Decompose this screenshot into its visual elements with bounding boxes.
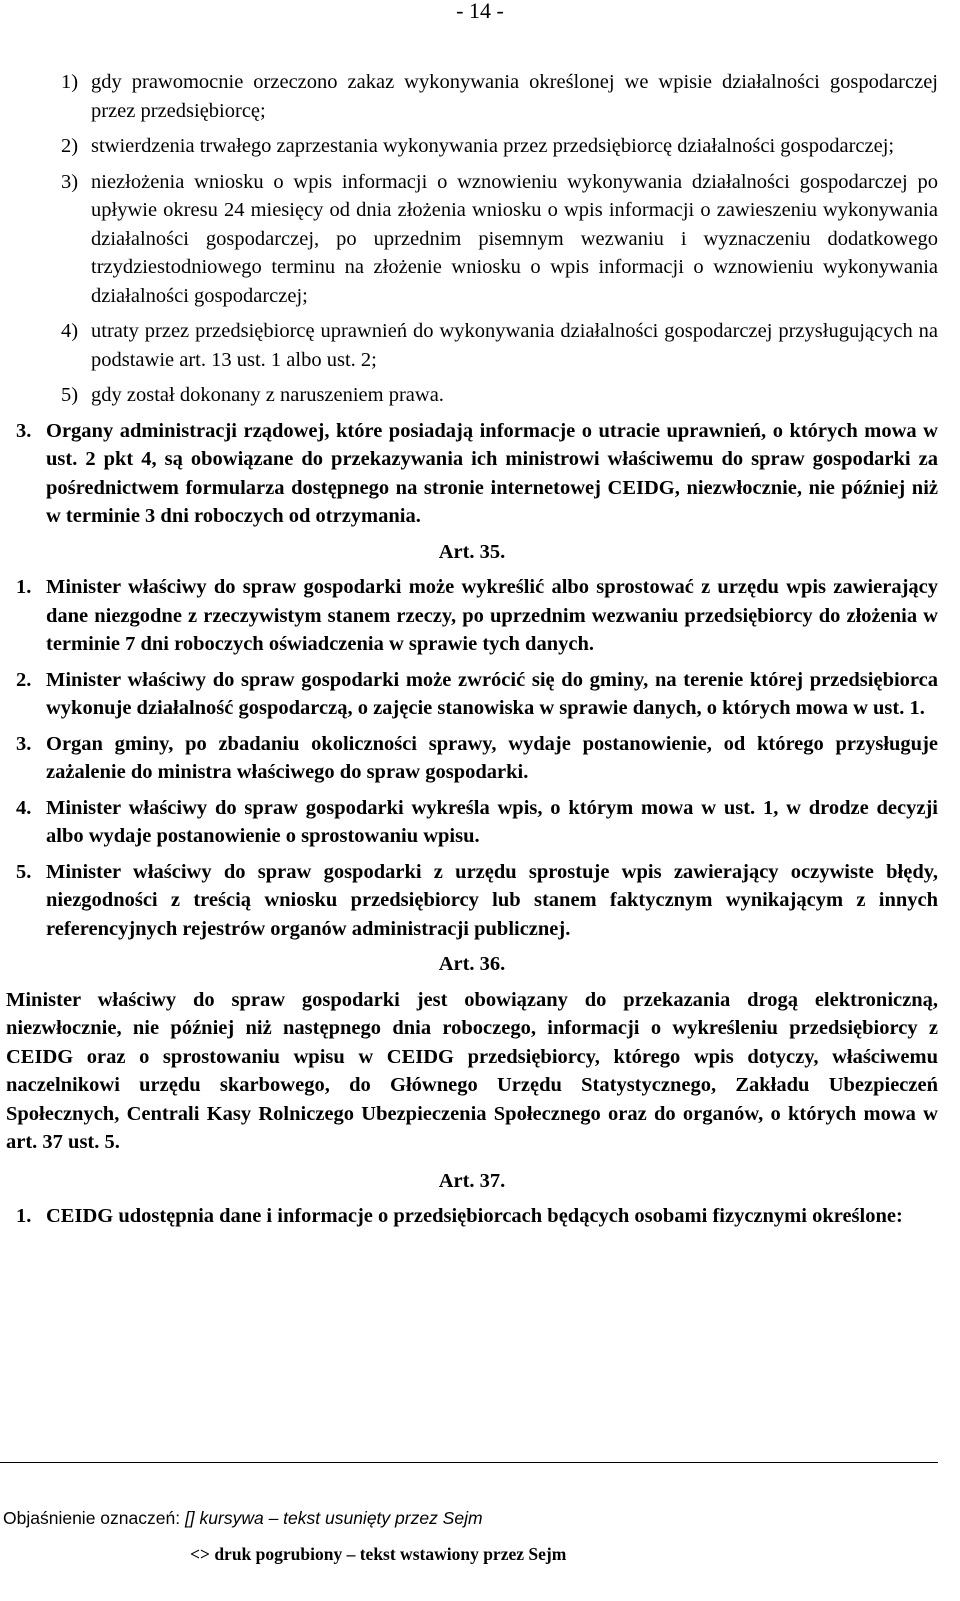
paragraph-text: Organ gminy, po zbadaniu okoliczności sprawy, wydaje postanowienie, od którego przysługuje zażalenie do ministra właściwego do spraw gospodarki. xyxy=(46,732,938,783)
list-item xyxy=(61,317,938,374)
paragraph-text: Organy administracji rządowej, które posiadają informacje o utracie uprawnień, o których mowa w ust. 2 pkt 4, są obowiązane do przekazywania ich ministrowi właściwemu do spraw gospodarki za pośrednictwem formularza dostępnego na stronie internetowej CEIDG, niezwłocznie, nie później niż w terminie 3 dni roboczych od otrzymania. xyxy=(46,419,938,527)
list-item xyxy=(61,132,938,161)
paragraph-item xyxy=(16,417,938,531)
paragraph-number: 2. xyxy=(16,668,32,691)
paragraph-text: Minister właściwy do spraw gospodarki z urzędu sprostuje wpis zawierający oczywiste błędy, niezgodności z treścią wniosku przedsiębiorcy lub stanem faktycznym wynikającym z innych referencyjnych rejestrów organów administracji publicznej. xyxy=(46,860,938,940)
list-item xyxy=(61,381,938,410)
list-item-text: gdy został dokonany z naruszeniem prawa. xyxy=(91,384,444,406)
paragraph-number: 3. xyxy=(16,732,32,755)
list-item-number: 4) xyxy=(61,320,79,342)
article-37-paragraphs xyxy=(6,1202,938,1231)
paragraph-text: CEIDG udostępnia dane i informacje o przedsiębiorcach będących osobami fizycznymi określone: xyxy=(46,1205,903,1227)
paragraph-item xyxy=(16,573,938,659)
article-35-paragraphs xyxy=(6,573,938,943)
paragraph-item xyxy=(16,858,938,944)
paragraph-text: Minister właściwy do spraw gospodarki wykreśla wpis, o którym mowa w ust. 1, w drodze decyzji albo wydaje postanowienie o sprostowaniu wpisu. xyxy=(46,796,938,847)
legend-label: Objaśnienie oznaczeń: xyxy=(3,1508,181,1528)
legend-line-1 xyxy=(3,1508,483,1529)
legend-line-2: <> druk pogrubiony – tekst wstawiony przez Sejm xyxy=(190,1544,567,1564)
paragraph-text: Minister właściwy do spraw gospodarki może zwrócić się do gminy, na terenie której przedsiębiorca wykonuje działalność gospodarczą, o zajęcie stanowiska w sprawie danych, o których mowa w ust. 1. xyxy=(46,668,938,719)
article-heading-36: Art. 36. xyxy=(438,953,506,975)
article-heading-35: Art. 35. xyxy=(438,540,506,563)
list-item-text: utraty przez przedsiębiorcę uprawnień do wykonywania działalności gospodarczej przysługujących na podstawie art. 13 ust. 1 albo ust. 2; xyxy=(91,320,938,371)
paragraph-number: 5. xyxy=(16,860,32,883)
list-item xyxy=(61,68,938,125)
article-heading-37: Art. 37. xyxy=(438,1169,506,1192)
paragraph-item xyxy=(16,794,938,851)
list-item xyxy=(61,168,938,311)
article-36-text: Minister właściwy do spraw gospodarki jest obowiązany do przekazania drogą elektroniczną, niezwłocznie, nie później niż następnego dnia roboczego, informacji o wykreśleniu przedsiębiorcy z CEIDG oraz o sprostowaniu wpisu w CEIDG przedsiębiorcy, którego wpis dotyczy, właściwemu naczelnikowi urzędu skarbowego, do Głównego Urzędu Statystycznego, Zakładu Ubezpieczeń Społecznych, Centrali Kasy Rolniczego Ubezpieczenia Społecznego oraz do organów, o których mowa w art. 37 ust. 5. xyxy=(6,988,938,1153)
paragraph-number: 1. xyxy=(16,576,32,598)
legend-italic-note: [] kursywa – tekst usunięty przez Sejm xyxy=(184,1508,483,1528)
paragraph-text: Minister właściwy do spraw gospodarki może wykreślić albo sprostować z urzędu wpis zawierający dane niezgodne z rzeczywistym stanem rzeczy, po uprzednim wezwaniu przedsiębiorcy do złożenia w terminie 7 dni roboczych oświadczenia w sprawie tych danych. xyxy=(46,576,938,655)
page-number: - 14 - xyxy=(456,0,504,23)
revocation-grounds-list xyxy=(6,68,938,410)
list-item-number: 3) xyxy=(61,170,79,193)
list-item-number: 2) xyxy=(61,135,79,157)
paragraph-number: 1. xyxy=(16,1205,32,1227)
paragraph-number: 3. xyxy=(16,419,32,442)
list-item-number: 5) xyxy=(61,384,79,406)
list-item-text: stwierdzenia trwałego zaprzestania wykonywania przez przedsiębiorcę działalności gospodarczej; xyxy=(91,135,895,157)
paragraph-item xyxy=(16,666,938,723)
paragraph-item xyxy=(16,730,938,787)
document-body xyxy=(6,68,938,1238)
list-item-text: niezłożenia wniosku o wpis informacji o wznowieniu wykonywania działalności gospodarczej po upływie okresu 24 miesięcy od dnia złożenia wniosku o wpis informacji o zawieszeniu wykonywania działalności gospodarczej, po uprzednim pisemnym wezwaniu i wyznaczeniu dodatkowego trzydziestodniowego terminu na złożenie wniosku o wpis informacji o wznowieniu wykonywania działalności gospodarczej; xyxy=(91,170,938,307)
paragraph-number: 4. xyxy=(16,796,32,819)
list-item-number: 1) xyxy=(61,71,79,93)
footnote-separator xyxy=(0,1462,938,1463)
paragraph-item xyxy=(16,1202,938,1231)
list-item-text: gdy prawomocnie orzeczono zakaz wykonywania określonej we wpisie działalności gospodarczej przez przedsiębiorcę; xyxy=(91,71,938,122)
paragraph-3 xyxy=(6,417,938,531)
